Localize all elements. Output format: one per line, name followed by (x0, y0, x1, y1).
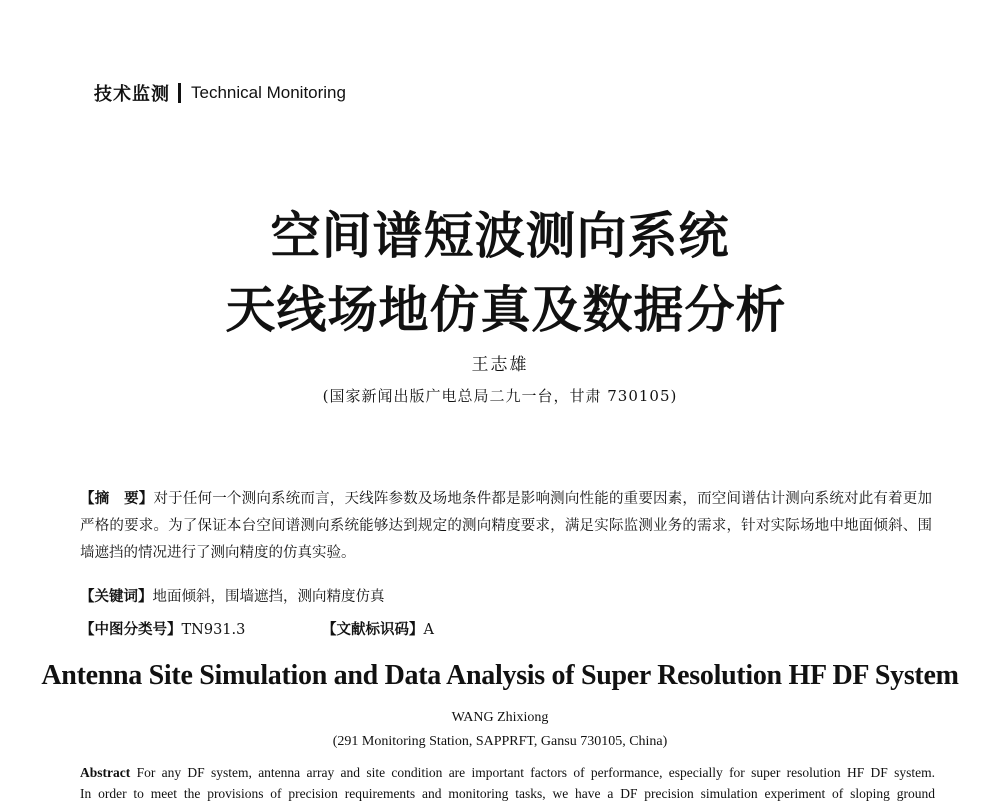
keywords-zh-label: 【关键词】 (80, 589, 153, 605)
affiliation-zh: (国家新闻出版广电总局二九一台，甘肃 730105) (322, 387, 678, 405)
clc-number (80, 618, 245, 639)
abstract-zh (80, 486, 932, 567)
section-header (94, 80, 346, 106)
author-en: WANG Zhixiong (451, 710, 549, 725)
section-separator (178, 83, 181, 103)
section-label-zh: 技术监测 (94, 84, 170, 105)
document-code (322, 618, 434, 639)
section-label-en: Technical Monitoring (191, 83, 346, 102)
doc-code-label: 【文献标识码】 (322, 622, 424, 638)
keywords-zh (80, 585, 385, 606)
abstract-en (80, 762, 935, 804)
clc-label: 【中图分类号】 (80, 622, 182, 638)
abstract-en-line-2: In order to meet the provisions of precision requirements and monitoring tasks, we have a DF precision simulation experiment of sloping ground (80, 786, 935, 801)
abstract-en-line-1 (80, 762, 935, 783)
abstract-zh-text: 对于任何一个测向系统而言，天线阵参数及场地条件都是影响测向性能的重要因素，而空间谱估计测向系统对此有着更加严格的要求。为了保证本台空间谱测向系统能够达到规定的测向精度要求，满足实际监测业务的需求，针对实际场地中地面倾斜、围墙遮挡的情况进行了测向精度的仿真实验。 (80, 491, 932, 561)
abstract-en-line-1-text: For any DF system, antenna array and site condition are important factors of performance, especially for super resolution HF DF system. (130, 765, 935, 780)
clc-value: TN931.3 (181, 622, 246, 638)
abstract-zh-label: 【摘 要】 (80, 491, 154, 507)
author-zh: 王志雄 (471, 355, 529, 375)
affiliation-en: (291 Monitoring Station, SAPPRFT, Gansu 730105, China) (332, 734, 668, 749)
keywords-zh-text: 地面倾斜，围墙遮挡，测向精度仿真 (152, 589, 385, 605)
title-zh-line-1: 空间谱短波测向系统 (270, 207, 730, 265)
title-en: Antenna Site Simulation and Data Analysis of Super Resolution HF DF System (41, 660, 959, 691)
doc-code-value: A (423, 622, 434, 638)
title-zh-line-2: 天线场地仿真及数据分析 (225, 281, 787, 339)
abstract-en-label: Abstract (80, 765, 131, 780)
